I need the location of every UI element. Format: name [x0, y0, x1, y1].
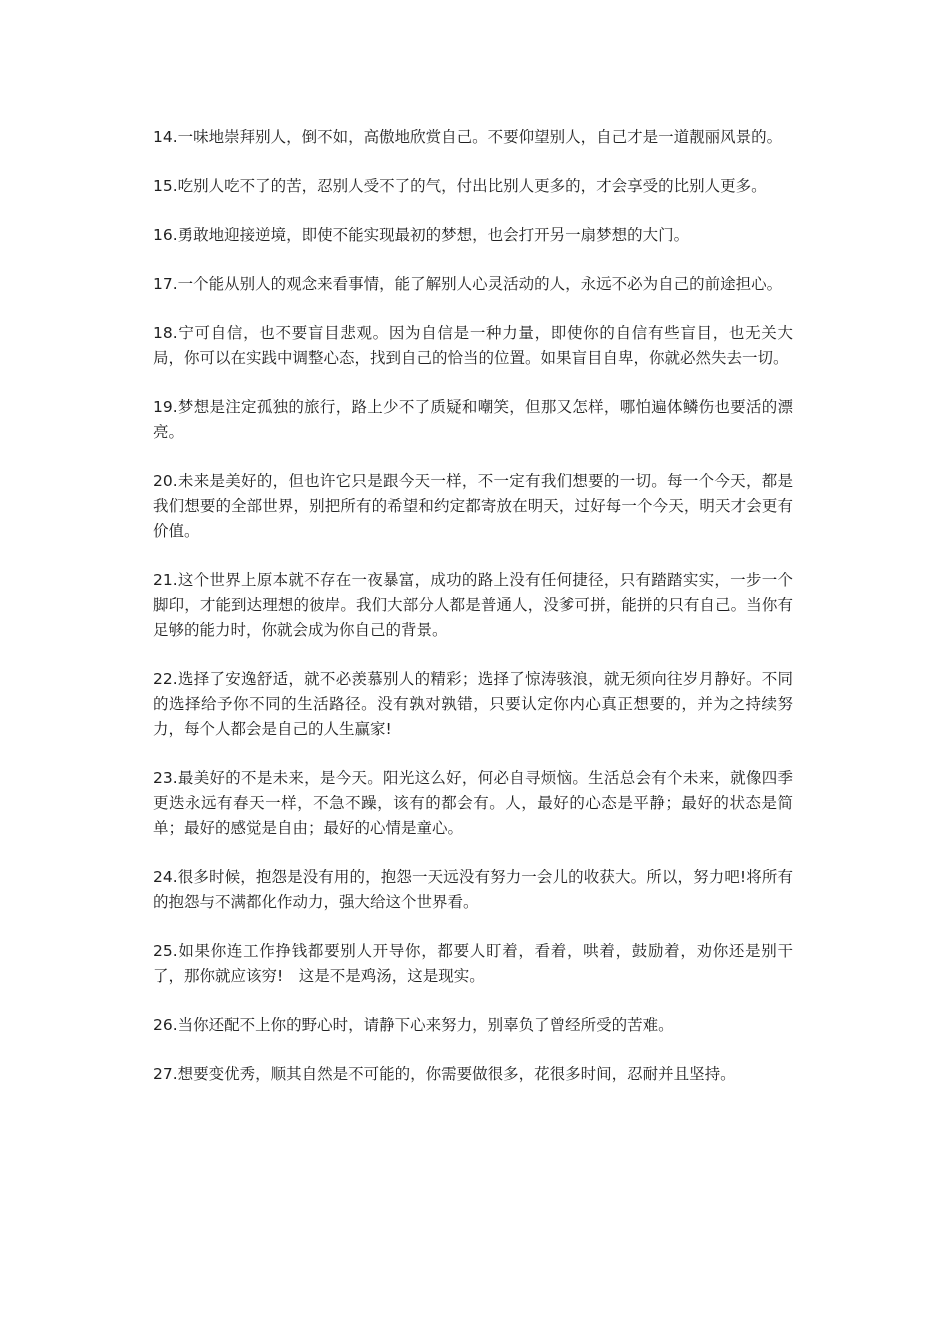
quote-paragraph-24: 24.很多时候，抱怨是没有用的，抱怨一天远没有努力一会儿的收获大。所以，努力吧!将所有的抱怨与不满都化作动力，强大给这个世界看。: [153, 868, 793, 911]
quote-paragraph-16: 16.勇敢地迎接逆境，即使不能实现最初的梦想，也会打开另一扇梦想的大门。: [153, 226, 690, 244]
document-body: [153, 125, 793, 1111]
quote-paragraph-15: 15.吃别人吃不了的苦，忍别人受不了的气，付出比别人更多的，才会享受的比别人更多。: [153, 177, 767, 195]
quote-paragraph-19: 19.梦想是注定孤独的旅行，路上少不了质疑和嘲笑，但那又怎样，哪怕遍体鳞伤也要活的漂亮。: [153, 398, 793, 441]
quote-paragraph-21: 21.这个世界上原本就不存在一夜暴富，成功的路上没有任何捷径，只有踏踏实实，一步一个脚印，才能到达理想的彼岸。我们大部分人都是普通人，没爹可拼，能拼的只有自己。当你有足够的能力时，你就会成为你自己的背景。: [153, 571, 793, 639]
quote-paragraph-14: 14.一味地崇拜别人，倒不如，高傲地欣赏自己。不要仰望别人，自己才是一道靓丽风景的。: [153, 128, 783, 146]
quote-paragraph-25: 25.如果你连工作挣钱都要别人开导你，都要人盯着，看着，哄着，鼓励着，劝你还是别干了，那你就应该穷! 这是不是鸡汤，这是现实。: [153, 942, 793, 985]
quote-paragraph-27: 27.想要变优秀，顺其自然是不可能的，你需要做很多，花很多时间，忍耐并且坚持。: [153, 1065, 736, 1083]
quote-paragraph-18: 18.宁可自信，也不要盲目悲观。因为自信是一种力量，即使你的自信有些盲目，也无关大局，你可以在实践中调整心态，找到自己的恰当的位置。如果盲目自卑，你就必然失去一切。: [153, 324, 793, 367]
quote-paragraph-23: 23.最美好的不是未来，是今天。阳光这么好，何必自寻烦恼。生活总会有个未来，就像四季更迭永远有春天一样，不急不躁，该有的都会有。人，最好的心态是平静；最好的状态是简单；最好的感觉是自由；最好的心情是童心。: [153, 769, 793, 837]
quote-paragraph-17: 17.一个能从别人的观念来看事情，能了解别人心灵活动的人，永远不必为自己的前途担心。: [153, 275, 783, 293]
quote-paragraph-22: 22.选择了安逸舒适，就不必羡慕别人的精彩；选择了惊涛骇浪，就无须向往岁月静好。不同的选择给予你不同的生活路径。没有孰对孰错，只要认定你内心真正想要的，并为之持续努力，每个人都会是自己的人生赢家!: [153, 670, 793, 738]
quote-paragraph-26: 26.当你还配不上你的野心时，请静下心来努力，别辜负了曾经所受的苦难。: [153, 1016, 674, 1034]
quote-paragraph-20: 20.未来是美好的，但也许它只是跟今天一样，不一定有我们想要的一切。每一个今天，都是我们想要的全部世界，别把所有的希望和约定都寄放在明天，过好每一个今天，明天才会更有价值。: [153, 472, 793, 540]
